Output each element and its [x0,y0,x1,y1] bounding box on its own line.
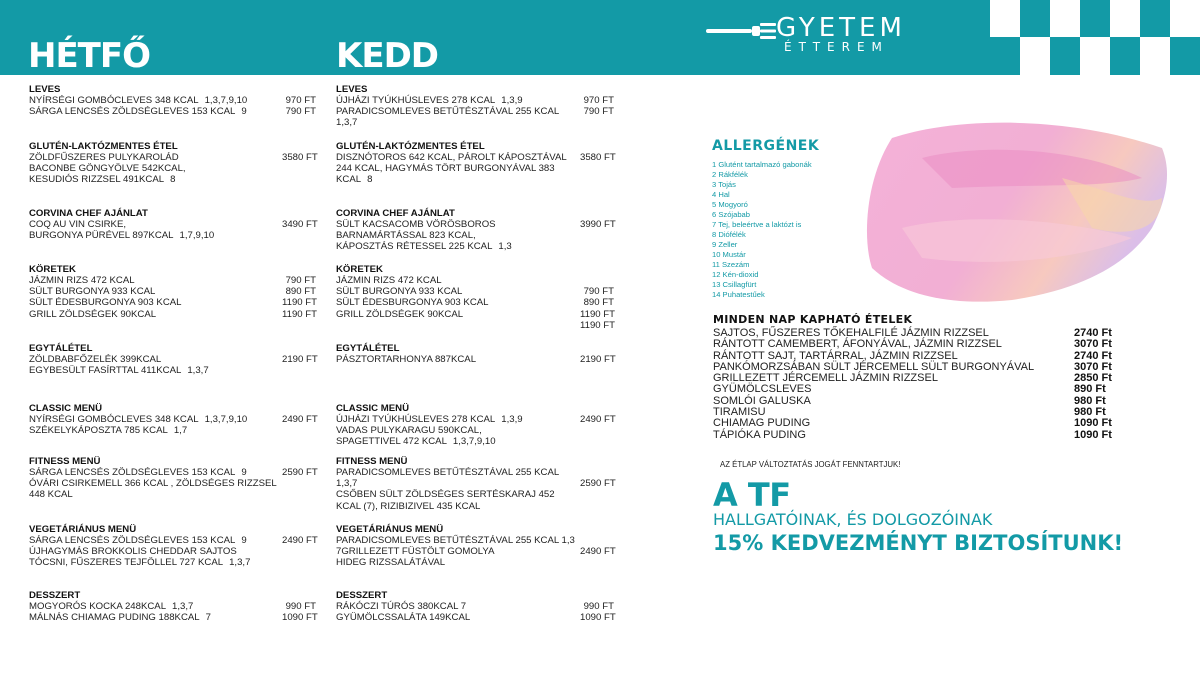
item-price: 3990 FT [580,219,616,230]
item-text: GRILL ZÖLDSÉGEK 90KCAL [336,308,464,320]
fork-icon [706,20,778,42]
item-text: SÜLT ÉDESBURGONYA 903 KCAL [29,297,182,309]
item-allergens: 1,7 [173,425,188,437]
menu-item [29,275,319,286]
menu-section [336,343,618,365]
item-text: SÁRGA LENCSÉS ZÖLDSÉGLEVES 153 KCAL [29,467,236,478]
section-heading: EGYTÁLÉTEL [29,343,93,354]
item-price: 2490 FT [282,535,318,546]
allergen-item: 11 Szezám [712,260,750,269]
item-text: GYÜMÖLCSSALÁTA 149KCAL [336,612,471,624]
item-text: NYÍRSÉGI GOMBÓCLEVES 348 KCAL [29,95,199,106]
menu-item [336,95,618,106]
allergen-item: 10 Mustár [712,250,746,259]
menu-item [336,425,618,436]
menu-item [336,467,618,478]
item-text: BURGONYA PÜRÉVEL 897KCAL [29,230,174,242]
restaurant-logo [706,14,916,58]
item-allergens: 1,7,9,10 [179,230,215,242]
item-allergens: 9 [241,467,247,478]
item-text: NYÍRSÉGI GOMBÓCLEVES 348 KCAL [29,414,199,425]
item-price: 1190 FT [282,308,318,320]
item-text: SÜLT BURGONYA 933 KCAL [336,286,463,298]
allergen-item: 2 Rákfélék [712,170,748,179]
menu-item [29,467,319,478]
menu-item [29,489,319,500]
daily-item-name: PANKÓMORZSÁBAN SÜLT JÉRCEMELL SÜLT BURGONYÁVAL [713,360,1035,373]
checker-pattern [900,0,1200,75]
tuesday-title: KEDD [336,36,439,76]
menu-item [29,478,319,489]
allergen-item: 13 Csillagfürt [712,280,757,289]
menu-item [336,286,618,297]
section-heading: LEVES [29,84,61,95]
menu-item [29,286,319,297]
menu-item [336,546,618,557]
item-allergens: 8 [170,174,176,186]
item-price: 970 FT [285,95,316,106]
menu-item [336,489,618,500]
item-price: 1190 FT [580,319,616,331]
menu-item [29,601,319,612]
item-allergens: 1,3,7 [229,557,251,569]
item-allergens: 1,3,9 [501,95,523,106]
menu-item [336,297,618,308]
item-price: 790 FT [583,286,614,298]
menu-section [29,264,319,320]
menu-section [336,524,618,569]
item-price: 970 FT [583,95,614,106]
daily-item-name: CHIAMAG PUDING [713,417,811,430]
menu-item [29,174,319,185]
allergen-item: 9 Zeller [712,240,738,249]
item-text: SÜLT ÉDESBURGONYA 903 KCAL [336,297,489,309]
item-price: 3580 FT [282,152,318,163]
allergen-item: 6 Szójabab [712,210,750,219]
menu-section [336,141,618,186]
item-price: 1190 FT [282,297,318,309]
item-price: 890 FT [285,286,316,298]
item-allergens: 1,3,7 [187,365,209,377]
disclaimer: AZ ÉTLAP VÁLTOZTATÁS JOGÁT FENNTARTJUK! [720,460,901,469]
daily-item-price: 3070 Ft [1074,360,1112,373]
item-text: SPAGETTIVEL 472 KCAL [336,436,447,448]
item-text: HIDEG RIZSSALÁTÁVAL [336,557,446,569]
item-text: JÁZMIN RIZS 472 KCAL [336,275,442,286]
menu-section [29,524,319,569]
section-heading: DESSZERT [336,590,388,601]
daily-item-price: 2850 Ft [1074,372,1112,385]
menu-item [29,546,319,557]
menu-item [336,557,618,568]
item-text: 244 KCAL, HAGYMÁS TÖRT BURGONYÁVAL 383 [336,163,555,175]
menu-item [336,106,618,117]
menu-item [336,309,618,320]
menu-item [336,414,618,425]
item-price: 2490 FT [282,414,318,425]
allergen-item: 5 Mogyoró [712,200,748,209]
section-heading: CORVINA CHEF AJÁNLAT [336,208,455,219]
item-text: DISZNÓTOROS 642 KCAL, PÁROLT KÁPOSZTÁVAL [336,152,567,163]
menu-item [29,365,319,376]
menu-item [336,535,618,546]
item-text: 1,3,7 [336,478,358,490]
item-price: 3580 FT [580,152,616,163]
menu-item [29,309,319,320]
item-allergens: 1,3,9 [501,414,523,425]
menu-item [336,478,618,489]
item-price: 1090 FT [580,612,616,624]
allergen-item: 3 Tojás [712,180,736,189]
item-price: 990 FT [285,601,316,612]
menu-item [29,297,319,308]
menu-section [29,456,319,501]
paint-stroke-decoration [862,118,1174,308]
menu-item [29,230,319,241]
allergen-item: 8 Diófélék [712,230,746,239]
item-text: EGYBESÜLT FASÍRTTAL 411KCAL [29,365,182,377]
item-price: 1090 FT [282,612,318,624]
menu-item [29,354,319,365]
item-text: SÜLT KACSACOMB VÖRÖSBOROS [336,219,496,230]
item-text: ZÖLDBABFŐZELÉK 399KCAL [29,354,162,365]
menu-section [336,84,618,129]
item-price: 790 FT [583,106,614,118]
daily-item-price: 980 Ft [1074,394,1106,407]
menu-item [29,425,319,436]
item-allergens: 1,3 [498,241,512,253]
menu-item [336,230,618,241]
item-text: PARADICSOMLEVES BETŰTÉSZTÁVAL 255 KCAL [336,106,560,118]
item-text: BARNAMÁRTÁSSAL 823 KCAL, [336,230,476,242]
item-text: ÚJHÁZI TYÚKHÚSLEVES 278 KCAL [336,414,496,425]
menu-item [336,275,618,286]
item-price: 2490 FT [580,414,616,425]
menu-section [336,403,618,448]
allergen-item: 12 Kén-dioxid [712,270,759,279]
item-text: TÓCSNI, FŰSZERES TEJFÖLLEL 727 KCAL [29,557,224,569]
menu-item [29,414,319,425]
menu-item [336,174,618,185]
item-text: KÁPOSZTÁS RÉTESSEL 225 KCAL [336,241,493,253]
item-text: 7GRILLEZETT FÜSTÖLT GOMOLYA [336,546,495,558]
item-text: 448 KCAL [29,489,73,501]
item-price: 2190 FT [580,354,616,365]
item-text: MÁLNÁS CHIAMAG PUDING 188KCAL [29,612,200,624]
section-heading: KÖRETEK [29,264,76,275]
section-heading: CORVINA CHEF AJÁNLAT [29,208,148,219]
item-text: KESUDIÓS RIZZSEL 491KCAL [29,174,165,186]
item-text: SÁRGA LENCSÉS ZÖLDSÉGLEVES 153 KCAL [29,106,236,118]
item-text: ÓVÁRI CSIRKEMELL 366 KCAL , ZÖLDSÉGES RIZZSEL [29,478,277,490]
menu-item [29,152,319,163]
daily-item-name: SAJTOS, FŰSZERES TŐKEHALFILÉ JÁZMIN RIZZSEL [713,327,989,339]
item-text: SZÉKELYKÁPOSZTA 785 KCAL [29,425,168,437]
item-text: VADAS PULYKARAGU 590KCAL, [336,425,482,437]
section-heading: FITNESS MENÜ [336,456,408,467]
daily-item-price: 3070 Ft [1074,338,1112,351]
item-price: 1190 FT [580,308,616,320]
item-allergens: 9 [241,106,247,118]
item-allergens: 7 [205,612,211,624]
daily-item-name: TIRAMISU [713,406,766,419]
menu-section [29,343,319,376]
menu-item [336,152,618,163]
daily-title: MINDEN NAP KAPHATÓ ÉTELEK [713,313,913,326]
item-text: COQ AU VIN CSIRKE, [29,219,127,230]
menu-item [336,163,618,174]
daily-item-price: 2740 Ft [1074,349,1112,362]
item-text: SÁRGA LENCSÉS ZÖLDSÉGLEVES 153 KCAL [29,535,236,546]
menu-section [29,208,319,241]
item-price: 990 FT [583,601,614,612]
allergen-item: 1 Glutént tartalmazó gabonák [712,160,812,169]
allergen-title: ALLERGÉNEK [712,138,820,154]
menu-item [29,219,319,230]
menu-item [336,501,618,512]
item-price: 2190 FT [282,354,318,365]
allergen-list [712,160,812,300]
menu-section [336,456,618,512]
monday-title: HÉTFŐ [28,36,151,76]
menu-item [29,557,319,568]
section-heading: CLASSIC MENÜ [29,403,103,414]
daily-item-name: RÁNTOTT SAJT, TARTÁRRAL, JÁZMIN RIZZSEL [713,349,958,362]
menu-item [29,535,319,546]
menu-item [336,320,618,331]
item-price: 790 FT [285,275,316,286]
menu-section [29,590,319,623]
item-text: BACONBE GÖNGYÖLVE 542KCAL, [29,163,186,175]
daily-item [713,430,1143,441]
promo-line-3: 15% KEDVEZMÉNYT BIZTOSÍTUNK! [713,531,1124,555]
section-heading: VEGETÁRIÁNUS MENÜ [336,524,444,535]
menu-item [336,241,618,252]
menu-item [336,436,618,447]
menu-item [29,106,319,117]
item-text: RÁKÓCZI TÚRÓS 380KCAL 7 [336,601,467,612]
item-text: KCAL [336,174,362,186]
item-allergens: 1,3,7,9,10 [204,95,248,106]
item-text: PARADICSOMLEVES BETŰTÉSZTÁVAL 255 KCAL [336,467,560,478]
item-price: 890 FT [583,297,614,309]
item-allergens: 1,3,7,9,10 [452,436,496,448]
item-allergens: 8 [367,174,373,186]
menu-section [336,590,618,623]
menu-item [336,601,618,612]
logo-sub-text: ÉTTEREM [784,40,889,54]
promo-line-1: A TF [713,476,791,514]
item-price: 2590 FT [580,478,616,490]
section-heading: GLUTÉN-LAKTÓZMENTES ÉTEL [29,141,178,152]
daily-item-price: 1090 Ft [1074,428,1112,441]
item-text: MOGYORÓS KOCKA 248KCAL [29,601,167,612]
promo-line-2: HALLGATÓINAK, ÉS DOLGOZÓINAK [713,510,993,529]
item-text: 1,3,7 [336,117,358,129]
section-heading: KÖRETEK [336,264,383,275]
daily-item-price: 1090 Ft [1074,417,1112,430]
menu-item [336,354,618,365]
daily-item-price: 980 Ft [1074,406,1106,419]
daily-item-name: SOMLÓI GALUSKA [713,394,811,407]
allergen-item: 4 Hal [712,190,730,199]
menu-section [336,264,618,331]
daily-item-price: 890 Ft [1074,383,1106,396]
item-text: SÜLT BURGONYA 933 KCAL [29,286,156,298]
item-price: 790 FT [285,106,316,118]
section-heading: LEVES [336,84,368,95]
item-allergens: 1,3,7,9,10 [204,414,248,425]
item-allergens: 1,3,7 [172,601,194,612]
section-heading: VEGETÁRIÁNUS MENÜ [29,524,137,535]
item-price: 3490 FT [282,219,318,230]
section-heading: DESSZERT [29,590,81,601]
item-text: GRILL ZÖLDSÉGEK 90KCAL [29,308,157,320]
daily-list [713,328,1143,441]
menu-item [29,612,319,623]
item-text: PARADICSOMLEVES BETŰTÉSZTÁVAL 255 KCAL 1,3 [336,535,575,546]
menu-section [29,403,319,436]
daily-item-name: RÁNTOTT CAMEMBERT, ÁFONYÁVAL, JÁZMIN RIZZSEL [713,338,1002,351]
logo-main-text: GYETEM [776,13,906,43]
item-allergens: 9 [241,535,247,546]
menu-section [336,208,618,253]
item-text: CSŐBEN SÜLT ZÖLDSÉGES SERTÉSKARAJ 452 [336,489,555,501]
item-text: KCAL (7), RIZIBIZIVEL 435 KCAL [336,500,481,512]
allergen-item: 14 Puhatestűek [712,290,765,299]
menu-section [29,141,319,186]
menu-item [336,219,618,230]
allergen-item: 7 Tej, beleértve a laktózt is [712,220,802,229]
item-text: ÚJHAGYMÁS BROKKOLIS CHEDDAR SAJTOS [29,546,237,558]
item-text: JÁZMIN RIZS 472 KCAL [29,275,135,286]
section-heading: GLUTÉN-LAKTÓZMENTES ÉTEL [336,141,485,152]
item-text: PÁSZTORTARHONYA 887KCAL [336,354,477,365]
item-price: 2590 FT [282,467,318,478]
item-text: ÚJHÁZI TYÚKHÚSLEVES 278 KCAL [336,95,496,106]
section-heading: EGYTÁLÉTEL [336,343,400,354]
menu-item [336,117,618,128]
item-price: 2490 FT [580,546,616,558]
item-text: ZÖLDFŰSZERES PULYKAROLÁD [29,152,179,163]
section-heading: FITNESS MENÜ [29,456,101,467]
menu-item [29,163,319,174]
menu-item [336,612,618,623]
daily-item-name: GYÜMÖLCSLEVES [713,383,812,396]
daily-item-name: TÁPIÓKA PUDING [713,428,806,441]
daily-item-price: 2740 Ft [1074,327,1112,339]
menu-section [29,84,319,117]
menu-item [29,95,319,106]
section-heading: CLASSIC MENÜ [336,403,410,414]
daily-item-name: GRILLEZETT JÉRCEMELL JÁZMIN RIZZSEL [713,372,938,385]
